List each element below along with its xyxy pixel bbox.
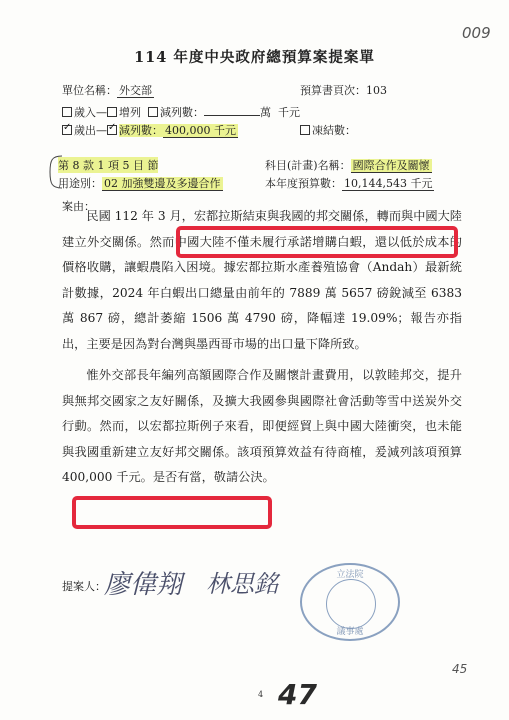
expense-label: 歲出—: [74, 124, 107, 137]
handwritten-bottom-number: 47: [278, 678, 317, 711]
seal-top-text: 立法院: [336, 570, 364, 580]
document-title: 114 年度中央政府總預算案提案單: [134, 49, 375, 66]
budget-label: 本年度預算數：: [265, 177, 342, 190]
handwritten-side-number: 45: [452, 662, 468, 676]
revenue-sub-label: 減列數：: [160, 106, 204, 119]
revenue-amount-blank: [204, 115, 260, 116]
budget-page-value: 103: [366, 84, 387, 97]
proposer-label: 提案人：: [62, 580, 106, 593]
red-annotation-box-1: [176, 226, 458, 258]
budget-value: 10,144,543 千元: [344, 177, 433, 190]
freeze-field: [300, 122, 356, 138]
revenue-label: 歲入—: [74, 106, 107, 119]
expense-amount: 400,000 千元: [165, 124, 236, 137]
budget-field: [265, 175, 434, 191]
revenue-wan: 萬: [260, 106, 271, 119]
handwritten-page-number: 009: [462, 24, 491, 42]
subject-field: [265, 157, 432, 173]
budget-page-field: [300, 82, 387, 98]
red-annotation-box-2: [72, 496, 272, 529]
seal-bottom-text: 議事處: [336, 627, 364, 637]
paragraph-1: 民國 112 年 3 月，宏都拉斯結束與我國的邦交關係，轉而與中國大陸建立外交關係。然而中國大陸不僅未履行承諾增購白蝦，還以低於成本的價格收購，讓蝦農陷入困境。據宏都拉斯水產養殖協會（Andah）最新統計數據，2024 年白蝦出口總量由前年的 7889 萬 5657 磅銳減至 6383 萬 867 磅，總計萎縮 1506 萬 4790 磅，降幅達 19.09%；報告亦指出，主要是因為對台灣與墨西哥市場的出口量下降所致。: [62, 209, 462, 351]
signature-2: 林思銘: [206, 570, 278, 598]
revenue-unit: 千元: [278, 106, 300, 119]
revenue-sub-checkbox: [148, 107, 158, 117]
item-code: 第 8 款 1 項 5 目 節: [58, 159, 159, 172]
subject-value: 國際合作及關懷: [352, 159, 430, 172]
freeze-label: 凍結數：: [312, 124, 356, 137]
seal-inner-ring: [326, 579, 376, 629]
revenue-row: [62, 104, 300, 120]
revenue-add-label: 增列: [119, 106, 141, 119]
budget-page-label: 預算書頁次：: [300, 84, 366, 97]
unit-field: [62, 82, 154, 98]
revenue-checkbox: [62, 107, 72, 117]
reason-label: 案由：: [62, 200, 95, 213]
official-seal: [300, 563, 400, 641]
subject-label: 科目(計畫)名稱：: [265, 159, 351, 172]
freeze-checkbox: [300, 125, 310, 135]
revenue-add-checkbox: [107, 107, 117, 117]
signature-1: 廖偉翔: [104, 570, 183, 600]
expense-sub-label: 減列數：: [119, 124, 163, 137]
page-footer: 4: [258, 690, 264, 699]
use-value: 02 加強雙邊及多邊合作: [104, 177, 221, 190]
paragraph-2: 惟外交部長年編列高額國際合作及關懷計畫費用，以敦睦邦交，提升與無邦交國家之友好關係，及擴大我國參與國際社會活動等雪中送炭外交行動。然而，以宏都拉斯例子來看，即便經貿上與中國大陸衝突，也未能與我國重新建立友好邦交關係。該項預算效益有待商榷，爰減列該項預算 400,000 千元。是否有當，敬請公決。: [62, 368, 462, 484]
use-field: [58, 175, 223, 191]
unit-label: 單位名稱：: [62, 84, 117, 97]
expense-sub-checkbox: [107, 125, 117, 135]
expense-checkbox: [62, 125, 72, 135]
expense-row: [62, 122, 238, 138]
unit-value: 外交部: [119, 84, 152, 97]
use-label: 用途別：: [58, 177, 102, 190]
